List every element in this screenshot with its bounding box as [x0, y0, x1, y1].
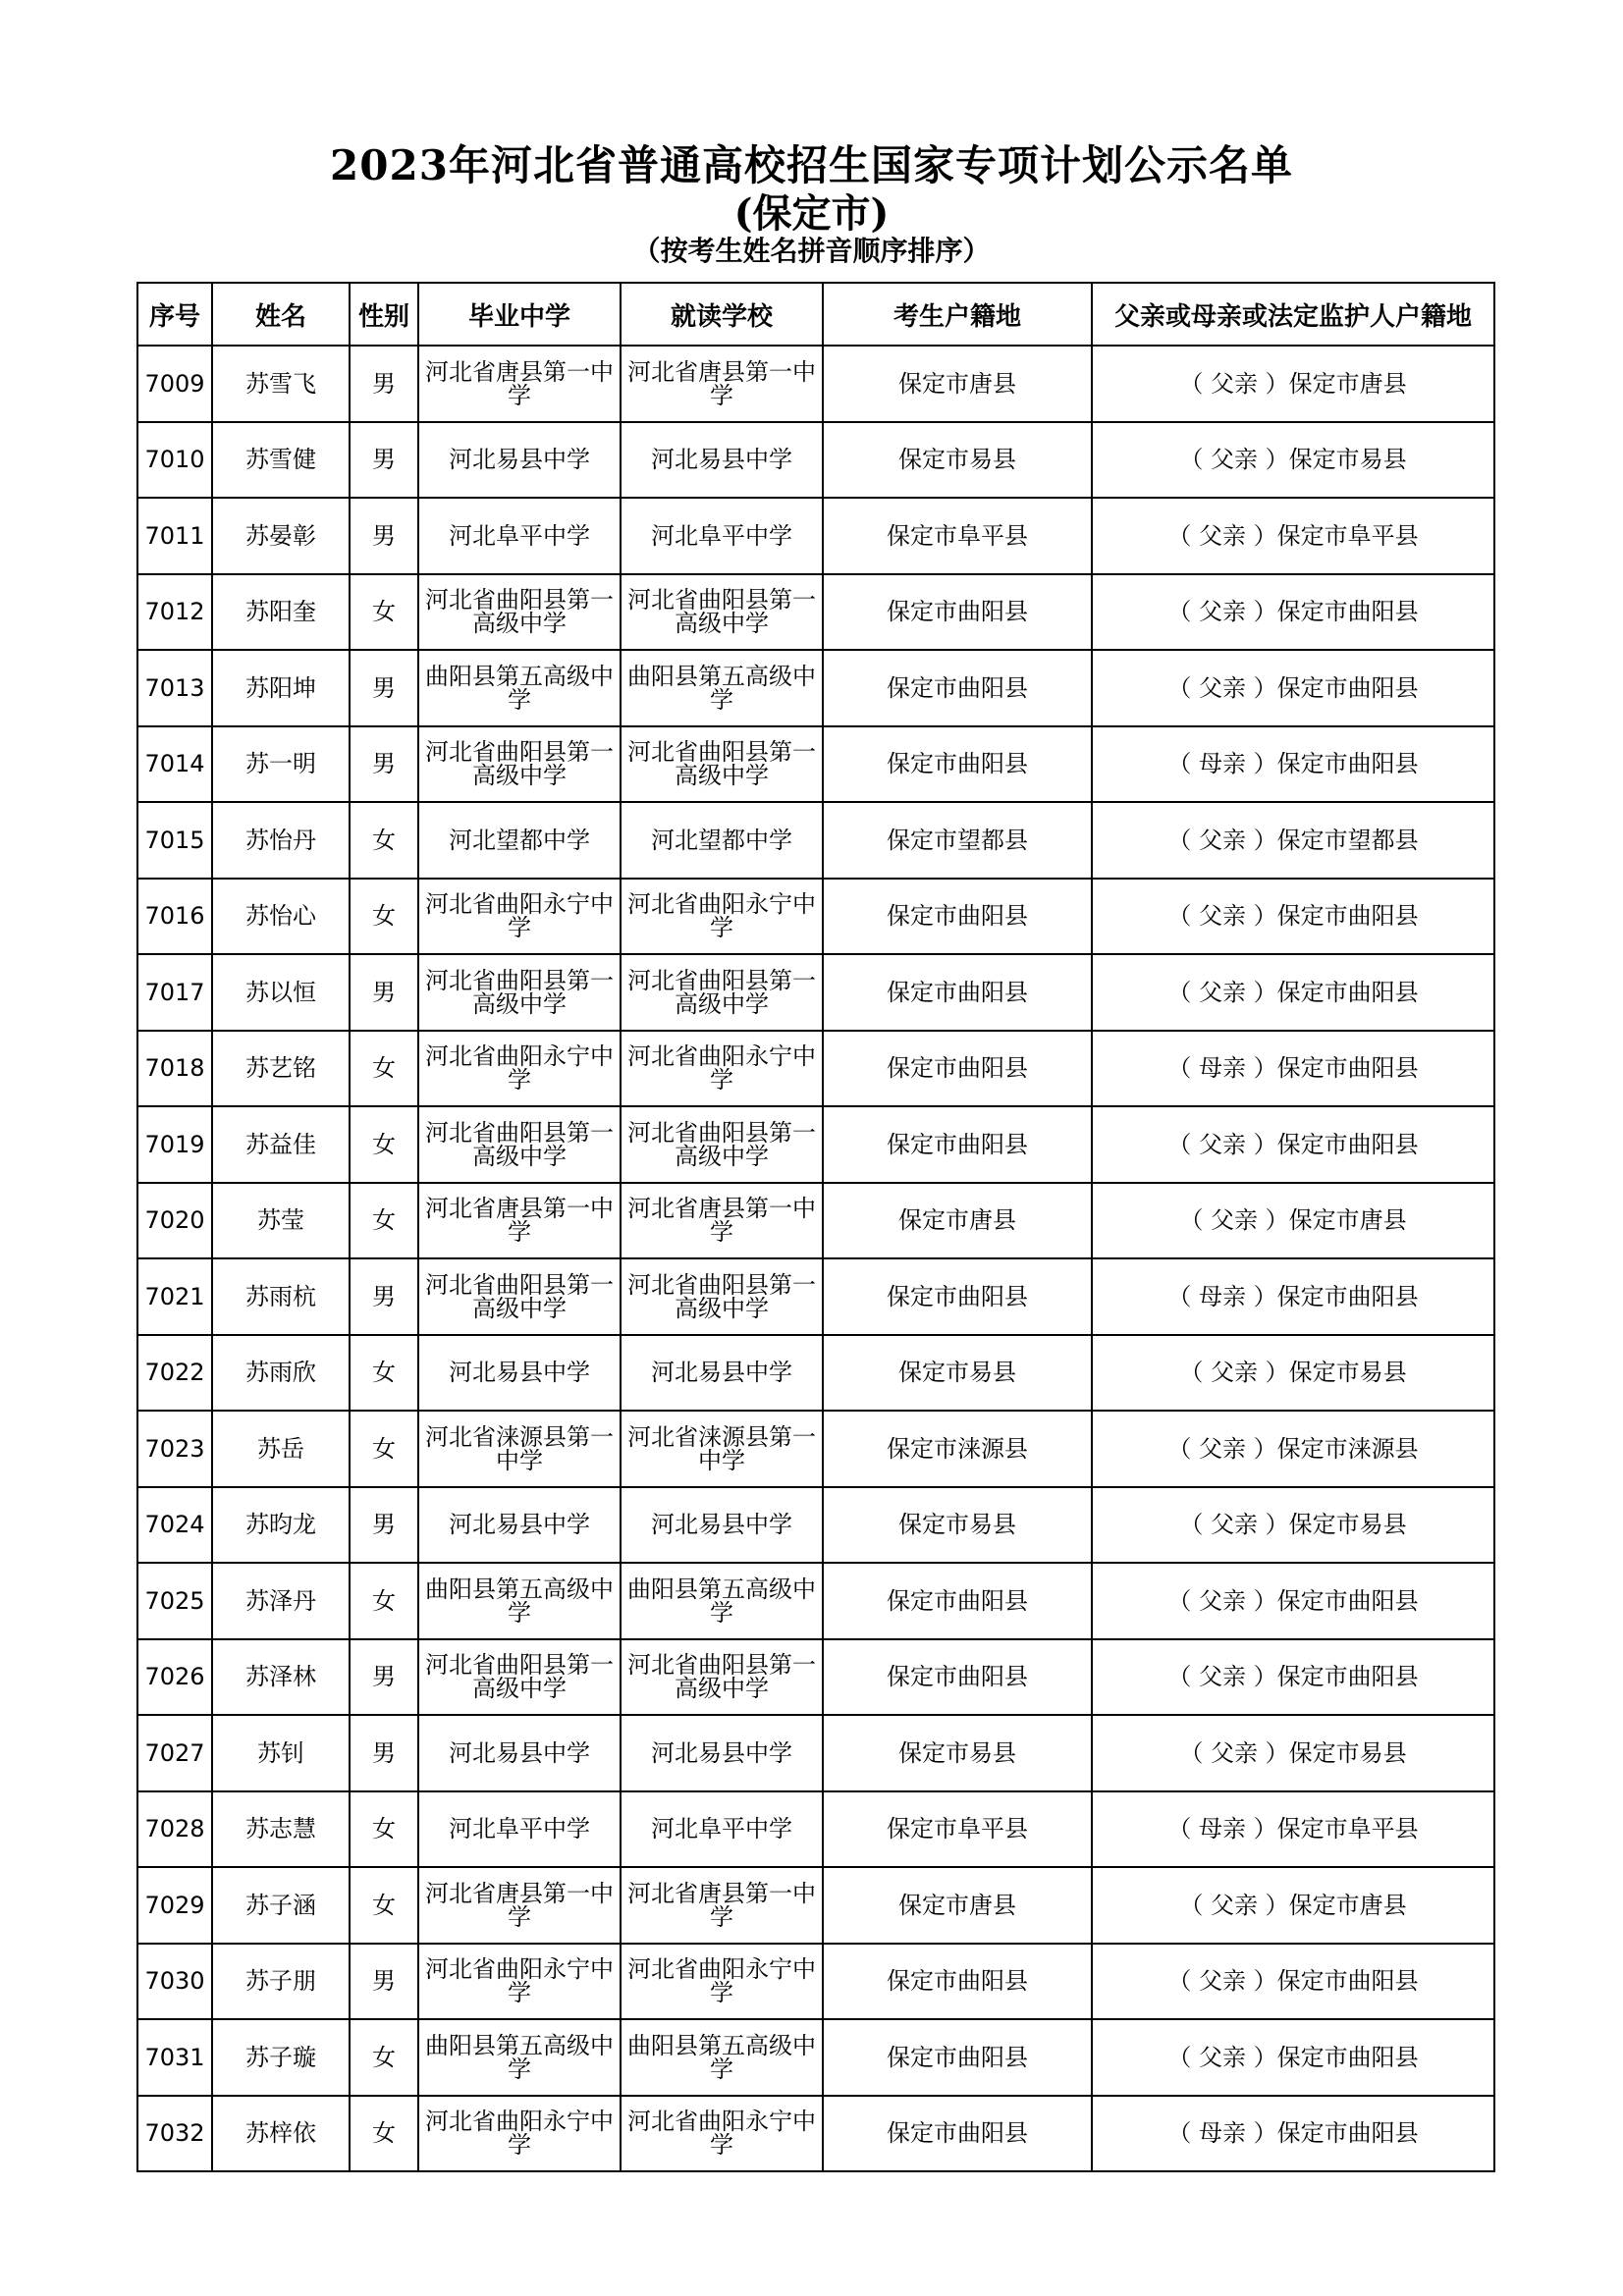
- gender-cell: 男: [350, 1715, 418, 1791]
- graduated-school-cell: 河北易县中学: [418, 422, 621, 499]
- graduated-school-cell: 曲阳县第五高级中学: [418, 2019, 621, 2096]
- document-title: 2023年河北省普通高校招生国家专项计划公示名单: [330, 141, 1293, 189]
- seq-cell: 7028: [137, 1791, 212, 1868]
- guardian-hukou-cell: （ 父亲 ）保定市涞源县: [1092, 1411, 1494, 1487]
- current-school-cell: 河北望都中学: [621, 802, 823, 879]
- student-hukou-cell: 保定市曲阳县: [823, 954, 1092, 1031]
- guardian-hukou-cell: （ 父亲 ）保定市唐县: [1092, 1867, 1494, 1944]
- guardian-hukou-cell: （ 父亲 ）保定市曲阳县: [1092, 1563, 1494, 1639]
- student-hukou-cell: 保定市阜平县: [823, 1791, 1092, 1868]
- student-hukou-cell: 保定市易县: [823, 1487, 1092, 1564]
- student-hukou-cell: 保定市阜平县: [823, 498, 1092, 574]
- current-school-cell: 河北易县中学: [621, 422, 823, 499]
- current-school-cell: 河北省涞源县第一中学: [621, 1411, 823, 1487]
- name-cell: 苏岳: [212, 1411, 350, 1487]
- current-school-cell: 河北省唐县第一中学: [621, 346, 823, 422]
- name-cell: 苏梓依: [212, 2096, 350, 2172]
- table-row: [137, 802, 1494, 879]
- roster-body: [137, 346, 1494, 2171]
- current-school-cell: 河北省曲阳县第一高级中学: [621, 574, 823, 651]
- seq-cell: 7022: [137, 1335, 212, 1412]
- current-school-cell: 河北易县中学: [621, 1715, 823, 1791]
- seq-cell: 7030: [137, 1944, 212, 2020]
- current-school-cell: 河北易县中学: [621, 1487, 823, 1564]
- graduated-school-cell: 河北省涞源县第一中学: [418, 1411, 621, 1487]
- gender-cell: 男: [350, 498, 418, 574]
- name-cell: 苏晏彰: [212, 498, 350, 574]
- graduated-school-cell: 河北易县中学: [418, 1715, 621, 1791]
- name-cell: 苏莹: [212, 1183, 350, 1259]
- guardian-hukou-cell: （ 父亲 ）保定市曲阳县: [1092, 954, 1494, 1031]
- graduated-school-cell: 曲阳县第五高级中学: [418, 1563, 621, 1639]
- student-hukou-cell: 保定市曲阳县: [823, 1106, 1092, 1183]
- seq-cell: 7032: [137, 2096, 212, 2172]
- seq-cell: 7014: [137, 726, 212, 803]
- seq-cell: 7026: [137, 1639, 212, 1716]
- seq-cell: 7010: [137, 422, 212, 499]
- gender-cell: 男: [350, 1639, 418, 1716]
- gender-cell: 男: [350, 726, 418, 803]
- gender-cell: 女: [350, 802, 418, 879]
- seq-cell: 7013: [137, 650, 212, 726]
- student-hukou-cell: 保定市易县: [823, 1335, 1092, 1412]
- gender-cell: 女: [350, 1183, 418, 1259]
- seq-cell: 7020: [137, 1183, 212, 1259]
- gender-cell: 女: [350, 2096, 418, 2172]
- guardian-hukou-cell: （ 母亲 ）保定市曲阳县: [1092, 2096, 1494, 2172]
- table-row: [137, 1031, 1494, 1107]
- guardian-hukou-cell: （ 父亲 ）保定市易县: [1092, 1335, 1494, 1412]
- student-hukou-cell: 保定市涞源县: [823, 1411, 1092, 1487]
- guardian-hukou-cell: （ 父亲 ）保定市易县: [1092, 422, 1494, 499]
- student-hukou-cell: 保定市曲阳县: [823, 1944, 1092, 2020]
- name-cell: 苏钊: [212, 1715, 350, 1791]
- graduated-school-cell: 河北阜平中学: [418, 1791, 621, 1868]
- current-school-cell: 河北省曲阳永宁中学: [621, 1031, 823, 1107]
- guardian-hukou-cell: （ 父亲 ）保定市曲阳县: [1092, 1639, 1494, 1716]
- graduated-school-cell: 河北省曲阳永宁中学: [418, 2096, 621, 2172]
- current-school-cell: 曲阳县第五高级中学: [621, 1563, 823, 1639]
- name-cell: 苏益佳: [212, 1106, 350, 1183]
- header-gender: 性别: [350, 283, 418, 346]
- name-cell: 苏雨杭: [212, 1258, 350, 1335]
- current-school-cell: 河北省曲阳县第一高级中学: [621, 954, 823, 1031]
- graduated-school-cell: 河北省唐县第一中学: [418, 1867, 621, 1944]
- graduated-school-cell: 河北省唐县第一中学: [418, 1183, 621, 1259]
- seq-cell: 7027: [137, 1715, 212, 1791]
- graduated-school-cell: 河北阜平中学: [418, 498, 621, 574]
- student-hukou-cell: 保定市唐县: [823, 1183, 1092, 1259]
- gender-cell: 女: [350, 1106, 418, 1183]
- name-cell: 苏雨欣: [212, 1335, 350, 1412]
- name-cell: 苏怡丹: [212, 802, 350, 879]
- header-name: 姓名: [212, 283, 350, 346]
- graduated-school-cell: 河北望都中学: [418, 802, 621, 879]
- document-subtitle: (保定市): [733, 190, 890, 237]
- current-school-cell: 河北省唐县第一中学: [621, 1183, 823, 1259]
- gender-cell: 男: [350, 346, 418, 422]
- table-row: [137, 1335, 1494, 1412]
- guardian-hukou-cell: （ 母亲 ）保定市阜平县: [1092, 1791, 1494, 1868]
- gender-cell: 男: [350, 1944, 418, 2020]
- guardian-hukou-cell: （ 父亲 ）保定市曲阳县: [1092, 879, 1494, 955]
- gender-cell: 女: [350, 1411, 418, 1487]
- current-school-cell: 曲阳县第五高级中学: [621, 650, 823, 726]
- graduated-school-cell: 曲阳县第五高级中学: [418, 650, 621, 726]
- current-school-cell: 河北阜平中学: [621, 498, 823, 574]
- graduated-school-cell: 河北易县中学: [418, 1335, 621, 1412]
- student-hukou-cell: 保定市易县: [823, 422, 1092, 499]
- table-row: [137, 879, 1494, 955]
- table-row: [137, 1183, 1494, 1259]
- guardian-hukou-cell: （ 父亲 ）保定市曲阳县: [1092, 2019, 1494, 2096]
- gender-cell: 男: [350, 1258, 418, 1335]
- name-cell: 苏子涵: [212, 1867, 350, 1944]
- guardian-hukou-cell: （ 父亲 ）保定市望都县: [1092, 802, 1494, 879]
- guardian-hukou-cell: （ 母亲 ）保定市曲阳县: [1092, 726, 1494, 803]
- current-school-cell: 河北省曲阳县第一高级中学: [621, 1258, 823, 1335]
- gender-cell: 男: [350, 1487, 418, 1564]
- header-graduated-school: 毕业中学: [418, 283, 621, 346]
- table-row: [137, 1944, 1494, 2020]
- current-school-cell: 河北省曲阳县第一高级中学: [621, 1639, 823, 1716]
- graduated-school-cell: 河北易县中学: [418, 1487, 621, 1564]
- table-row: [137, 2096, 1494, 2172]
- student-hukou-cell: 保定市唐县: [823, 346, 1092, 422]
- name-cell: 苏阳奎: [212, 574, 350, 651]
- gender-cell: 女: [350, 2019, 418, 2096]
- current-school-cell: 河北省曲阳永宁中学: [621, 1944, 823, 2020]
- roster-table: [136, 282, 1495, 2172]
- graduated-school-cell: 河北省曲阳县第一高级中学: [418, 726, 621, 803]
- current-school-cell: 河北省曲阳永宁中学: [621, 879, 823, 955]
- current-school-cell: 曲阳县第五高级中学: [621, 2019, 823, 2096]
- table-row: [137, 422, 1494, 499]
- name-cell: 苏一明: [212, 726, 350, 803]
- name-cell: 苏阳坤: [212, 650, 350, 726]
- seq-cell: 7021: [137, 1258, 212, 1335]
- graduated-school-cell: 河北省曲阳县第一高级中学: [418, 954, 621, 1031]
- gender-cell: 女: [350, 1335, 418, 1412]
- seq-cell: 7023: [137, 1411, 212, 1487]
- student-hukou-cell: 保定市曲阳县: [823, 879, 1092, 955]
- table-row: [137, 1639, 1494, 1716]
- student-hukou-cell: 保定市易县: [823, 1715, 1092, 1791]
- name-cell: 苏昀龙: [212, 1487, 350, 1564]
- table-row: [137, 650, 1494, 726]
- seq-cell: 7019: [137, 1106, 212, 1183]
- gender-cell: 女: [350, 574, 418, 651]
- graduated-school-cell: 河北省唐县第一中学: [418, 346, 621, 422]
- current-school-cell: 河北省唐县第一中学: [621, 1867, 823, 1944]
- student-hukou-cell: 保定市曲阳县: [823, 2019, 1092, 2096]
- student-hukou-cell: 保定市曲阳县: [823, 726, 1092, 803]
- seq-cell: 7017: [137, 954, 212, 1031]
- name-cell: 苏子朋: [212, 1944, 350, 2020]
- gender-cell: 男: [350, 954, 418, 1031]
- seq-cell: 7016: [137, 879, 212, 955]
- header-current-school: 就读学校: [621, 283, 823, 346]
- student-hukou-cell: 保定市曲阳县: [823, 650, 1092, 726]
- graduated-school-cell: 河北省曲阳永宁中学: [418, 1031, 621, 1107]
- student-hukou-cell: 保定市曲阳县: [823, 1031, 1092, 1107]
- table-row: [137, 498, 1494, 574]
- seq-cell: 7009: [137, 346, 212, 422]
- guardian-hukou-cell: （ 父亲 ）保定市唐县: [1092, 346, 1494, 422]
- table-row: [137, 1791, 1494, 1868]
- table-row: [137, 1411, 1494, 1487]
- name-cell: 苏子璇: [212, 2019, 350, 2096]
- table-row: [137, 726, 1494, 803]
- table-row: [137, 2019, 1494, 2096]
- gender-cell: 男: [350, 422, 418, 499]
- table-row: [137, 346, 1494, 422]
- gender-cell: 女: [350, 1791, 418, 1868]
- seq-cell: 7024: [137, 1487, 212, 1564]
- name-cell: 苏雪健: [212, 422, 350, 499]
- table-row: [137, 1106, 1494, 1183]
- current-school-cell: 河北阜平中学: [621, 1791, 823, 1868]
- seq-cell: 7015: [137, 802, 212, 879]
- current-school-cell: 河北省曲阳县第一高级中学: [621, 1106, 823, 1183]
- guardian-hukou-cell: （ 父亲 ）保定市易县: [1092, 1715, 1494, 1791]
- guardian-hukou-cell: （ 父亲 ）保定市唐县: [1092, 1183, 1494, 1259]
- table-row: [137, 1867, 1494, 1944]
- graduated-school-cell: 河北省曲阳县第一高级中学: [418, 1639, 621, 1716]
- graduated-school-cell: 河北省曲阳县第一高级中学: [418, 1106, 621, 1183]
- student-hukou-cell: 保定市曲阳县: [823, 1639, 1092, 1716]
- gender-cell: 女: [350, 1031, 418, 1107]
- guardian-hukou-cell: （ 父亲 ）保定市阜平县: [1092, 498, 1494, 574]
- seq-cell: 7025: [137, 1563, 212, 1639]
- table-row: [137, 954, 1494, 1031]
- header-seq: 序号: [137, 283, 212, 346]
- guardian-hukou-cell: （ 父亲 ）保定市曲阳县: [1092, 1106, 1494, 1183]
- student-hukou-cell: 保定市曲阳县: [823, 1258, 1092, 1335]
- table-row: [137, 1258, 1494, 1335]
- table-row: [137, 1487, 1494, 1564]
- seq-cell: 7012: [137, 574, 212, 651]
- name-cell: 苏志慧: [212, 1791, 350, 1868]
- student-hukou-cell: 保定市唐县: [823, 1867, 1092, 1944]
- name-cell: 苏艺铭: [212, 1031, 350, 1107]
- name-cell: 苏泽丹: [212, 1563, 350, 1639]
- current-school-cell: 河北易县中学: [621, 1335, 823, 1412]
- current-school-cell: 河北省曲阳县第一高级中学: [621, 726, 823, 803]
- student-hukou-cell: 保定市曲阳县: [823, 574, 1092, 651]
- seq-cell: 7031: [137, 2019, 212, 2096]
- guardian-hukou-cell: （ 父亲 ）保定市曲阳县: [1092, 574, 1494, 651]
- graduated-school-cell: 河北省曲阳永宁中学: [418, 1944, 621, 2020]
- guardian-hukou-cell: （ 母亲 ）保定市曲阳县: [1092, 1031, 1494, 1107]
- name-cell: 苏雪飞: [212, 346, 350, 422]
- table-header-row: [137, 283, 1494, 346]
- graduated-school-cell: 河北省曲阳县第一高级中学: [418, 1258, 621, 1335]
- student-hukou-cell: 保定市望都县: [823, 802, 1092, 879]
- seq-cell: 7029: [137, 1867, 212, 1944]
- header-guardian-hukou: 父亲或母亲或法定监护人户籍地: [1092, 283, 1494, 346]
- guardian-hukou-cell: （ 父亲 ）保定市易县: [1092, 1487, 1494, 1564]
- table-row: [137, 1715, 1494, 1791]
- name-cell: 苏怡心: [212, 879, 350, 955]
- graduated-school-cell: 河北省曲阳县第一高级中学: [418, 574, 621, 651]
- gender-cell: 女: [350, 1867, 418, 1944]
- gender-cell: 女: [350, 1563, 418, 1639]
- student-hukou-cell: 保定市曲阳县: [823, 2096, 1092, 2172]
- table-row: [137, 574, 1494, 651]
- header-student-hukou: 考生户籍地: [823, 283, 1092, 346]
- current-school-cell: 河北省曲阳永宁中学: [621, 2096, 823, 2172]
- guardian-hukou-cell: （ 母亲 ）保定市曲阳县: [1092, 1258, 1494, 1335]
- sort-note: （按考生姓名拼音顺序排序）: [632, 235, 991, 267]
- seq-cell: 7011: [137, 498, 212, 574]
- guardian-hukou-cell: （ 父亲 ）保定市曲阳县: [1092, 650, 1494, 726]
- gender-cell: 女: [350, 879, 418, 955]
- name-cell: 苏以恒: [212, 954, 350, 1031]
- guardian-hukou-cell: （ 父亲 ）保定市曲阳县: [1092, 1944, 1494, 2020]
- seq-cell: 7018: [137, 1031, 212, 1107]
- graduated-school-cell: 河北省曲阳永宁中学: [418, 879, 621, 955]
- gender-cell: 男: [350, 650, 418, 726]
- student-hukou-cell: 保定市曲阳县: [823, 1563, 1092, 1639]
- table-row: [137, 1563, 1494, 1639]
- name-cell: 苏泽林: [212, 1639, 350, 1716]
